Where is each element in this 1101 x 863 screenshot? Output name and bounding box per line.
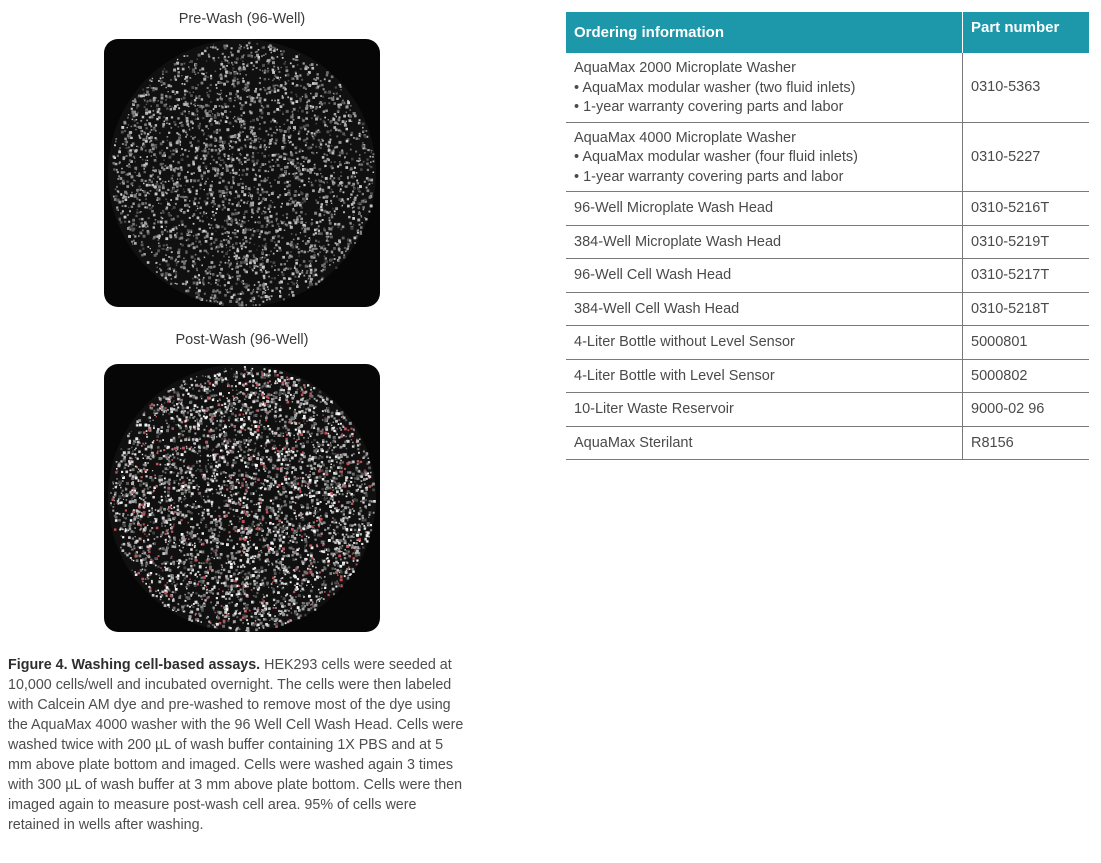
table-row [566,393,1089,427]
item-name: AquaMax Sterilant [566,426,963,460]
part-number: 0310-5218T [963,292,1090,326]
item-bullet: • 1-year warranty covering parts and labor [574,98,954,118]
item-bullet: • AquaMax modular washer (two fluid inlets) [574,79,954,99]
item-name: 4-Liter Bottle with Level Sensor [566,359,963,393]
table-row [566,292,1089,326]
caption-body: HEK293 cells were seeded at 10,000 cells/well and incubated overnight. The cells were then labeled with Calcein AM dye and pre-washed to remove most of the dye using the AquaMax 4000 washer with the 96 Well Cell Wash Head. Cells were washed twice with 200 µL of wash buffer containing 1X PBS and at 5 mm above plate bottom and imaged. Cells were washed again 3 times with 300 µL of wash buffer at 3 mm above plate bottom. Cells were then imaged again to measure post-wash cell area. 95% of cells were retained in wells after washing. [8,657,464,833]
item-name: 96-Well Microplate Wash Head [566,192,963,226]
post-wash-label: Post-Wash (96-Well) [175,332,309,348]
item-name: 4-Liter Bottle without Level Sensor [566,326,963,360]
part-number: 0310-5219T [963,225,1090,259]
table-row [566,259,1089,293]
table-row [566,359,1089,393]
item-name: 96-Well Cell Wash Head [566,259,963,293]
item-bullet: • 1-year warranty covering parts and labor [574,168,954,188]
caption-title: Figure 4. Washing cell-based assays. [8,657,261,673]
table-row [566,225,1089,259]
table-row [566,192,1089,226]
item-name: 384-Well Cell Wash Head [566,292,963,326]
item-name: AquaMax 2000 Microplate Washer [574,60,796,76]
pre-wash-label: Pre-Wash (96-Well) [178,11,306,27]
part-number: 0310-5217T [963,259,1090,293]
post-wash-well-micrograph [104,364,380,632]
table-row [566,53,1089,122]
figure-caption [8,655,470,835]
ordering-table [566,12,1089,460]
header-ordering-information: Ordering information [566,12,963,53]
item-name: 10-Liter Waste Reservoir [566,393,963,427]
header-part-number: Part number [963,12,1090,53]
part-number: 5000801 [963,326,1090,360]
item-cell [566,122,963,192]
item-name: AquaMax 4000 Microplate Washer [574,129,796,146]
table-row [566,122,1089,192]
item-bullet: • AquaMax modular washer (four fluid inlets) [574,148,954,168]
part-number: 9000-02 96 [963,393,1090,427]
item-cell [566,53,963,122]
part-number: 0310-5227 [963,122,1090,192]
part-number: R8156 [963,426,1090,460]
part-number: 0310-5216T [963,192,1090,226]
item-name: 384-Well Microplate Wash Head [566,225,963,259]
part-number: 0310-5363 [963,53,1090,122]
pre-wash-well-micrograph [104,39,380,307]
table-header-row [566,12,1089,53]
pre-wash-image [104,39,380,307]
part-number: 5000802 [963,359,1090,393]
table-row [566,426,1089,460]
post-wash-image [104,364,380,632]
table-row [566,326,1089,360]
